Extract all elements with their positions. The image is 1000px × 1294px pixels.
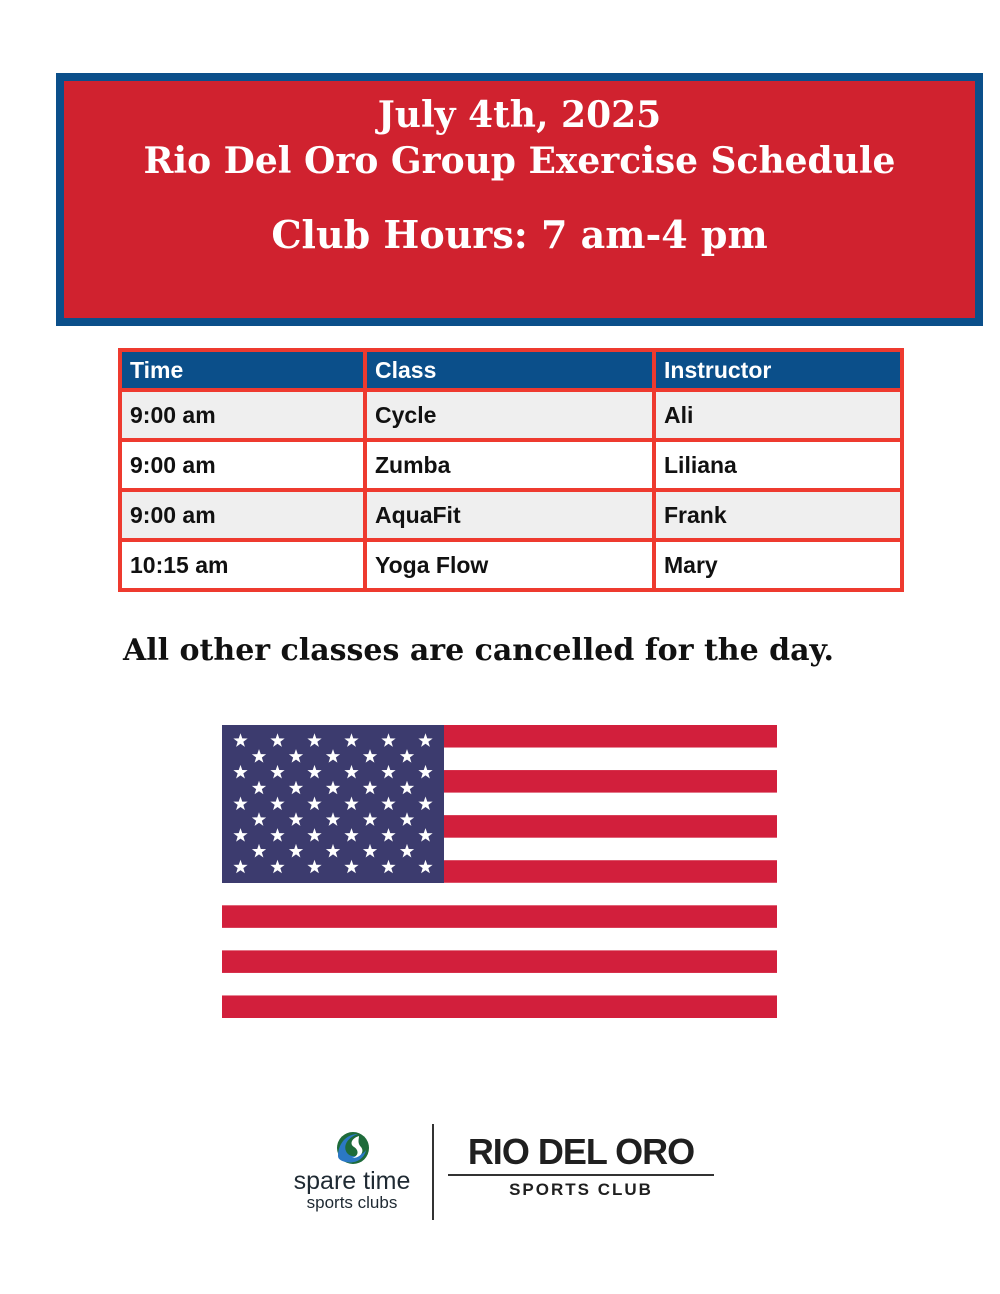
cell-class: AquaFit (365, 490, 654, 540)
rio-del-oro-rule (448, 1174, 714, 1176)
flag-stripe (222, 928, 777, 951)
date-line: July 4th, 2025 (377, 94, 662, 136)
spare-time-logo (282, 1130, 422, 1220)
table-header-row (120, 350, 902, 390)
cell-instructor: Frank (654, 490, 902, 540)
cell-instructor: Mary (654, 540, 902, 590)
flag-stripe (222, 950, 777, 973)
rio-del-oro-logo (446, 1130, 716, 1200)
cell-time: 9:00 am (120, 390, 365, 440)
cell-time: 10:15 am (120, 540, 365, 590)
cell-class: Zumba (365, 440, 654, 490)
column-header-class: Class (365, 350, 654, 390)
schedule-table (118, 348, 904, 592)
american-flag-icon (222, 725, 777, 1018)
rio-del-oro-subtitle: SPORTS CLUB (509, 1180, 653, 1199)
flag-stripe (222, 883, 777, 906)
logo-divider (432, 1124, 434, 1220)
rio-del-oro-name: RIO DEL ORO (467, 1131, 695, 1172)
flag-stripe (222, 995, 777, 1018)
cancellation-notice: All other classes are cancelled for the day. (123, 633, 834, 668)
flag-stripe (222, 973, 777, 996)
flag-stripe (222, 905, 777, 928)
table-row (120, 540, 902, 590)
column-header-instructor: Instructor (654, 350, 902, 390)
club-hours: Club Hours: 7 am-4 pm (271, 212, 768, 257)
cell-class: Cycle (365, 390, 654, 440)
spare-time-logo-icon (332, 1130, 372, 1166)
header-banner (56, 73, 983, 326)
spare-time-brand: spare time (293, 1167, 411, 1195)
cell-class: Yoga Flow (365, 540, 654, 590)
flag-canton (222, 725, 444, 883)
cell-instructor: Liliana (654, 440, 902, 490)
cell-time: 9:00 am (120, 440, 365, 490)
table-row (120, 490, 902, 540)
cell-time: 9:00 am (120, 490, 365, 540)
column-header-time: Time (120, 350, 365, 390)
header-banner-inner (64, 81, 975, 318)
table-row (120, 440, 902, 490)
schedule-title: Rio Del Oro Group Exercise Schedule (143, 140, 896, 182)
table-row (120, 390, 902, 440)
cell-instructor: Ali (654, 390, 902, 440)
spare-time-subtitle: sports clubs (306, 1193, 398, 1212)
